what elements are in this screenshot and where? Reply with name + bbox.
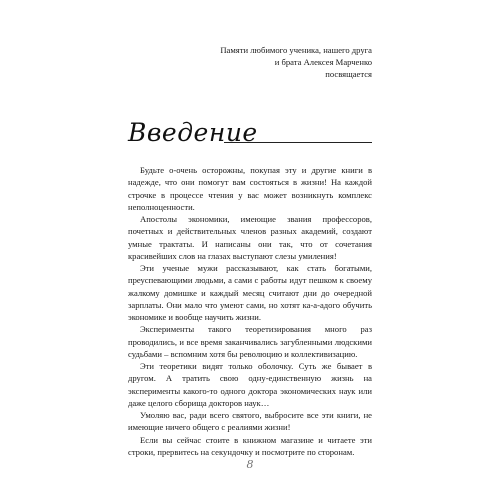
paragraph: Будьте о-очень осторожны, покупая эту и другие книги в надежде, что они помогут вам состояться в жизни! На каждой строчке в процессе чтения у вас может возникнуть комплекс неполноценности. (128, 165, 372, 212)
dedication (112, 44, 372, 81)
dedication-line: Памяти любимого ученика, нашего друга (220, 45, 372, 55)
paragraph: Умоляю вас, ради всего святого, выбросите все эти книги, не имеющие ничего общего с реалиями жизни! (128, 410, 372, 433)
paragraph: Апостолы экономики, имеющие звания профессоров, почетных и действительных членов разных академий, создают умные трактаты. И написаны они так, что от сочетания красивейших слов на глазах выступают слезы умиления! (128, 214, 372, 261)
paragraph: Эти ученые мужи рассказывают, как стать богатыми, преуспевающими людьми, а сами с работы идут пешком к своему жалкому домишке и каждый месяц считают дни до очередной зарплаты. Они мало что умеют сами, но хотят ка-а-адого обучить экономике и вообще научить жизни. (128, 263, 372, 322)
paragraph: Эксперименты такого теоретизирования много раз проводились, и все время заканчивались загубленными людскими судьбами – вспомним хотя бы революцию и коллективизацию. (128, 324, 372, 359)
chapter-heading: Введение (128, 118, 258, 147)
chapter-heading-block (128, 118, 372, 152)
heading-underline (224, 142, 372, 143)
dedication-line: посвящается (325, 69, 372, 80)
paragraph: Эти теоретики видят только оболочку. Суть же бывает в другом. А тратить свою одну-единственную жизнь на эксперименты какого-то одного доктора экономических наук или даже целого сборища докторов наук… (128, 361, 372, 408)
paragraph: Если вы сейчас стоите в книжном магазине и читаете эти строки, прервитесь на секундочку и посмотрите по сторонам. (128, 434, 372, 457)
page-number: 8 (246, 458, 254, 471)
body-text (128, 164, 372, 458)
dedication-line: и брата Алексея Марченко (274, 57, 372, 68)
